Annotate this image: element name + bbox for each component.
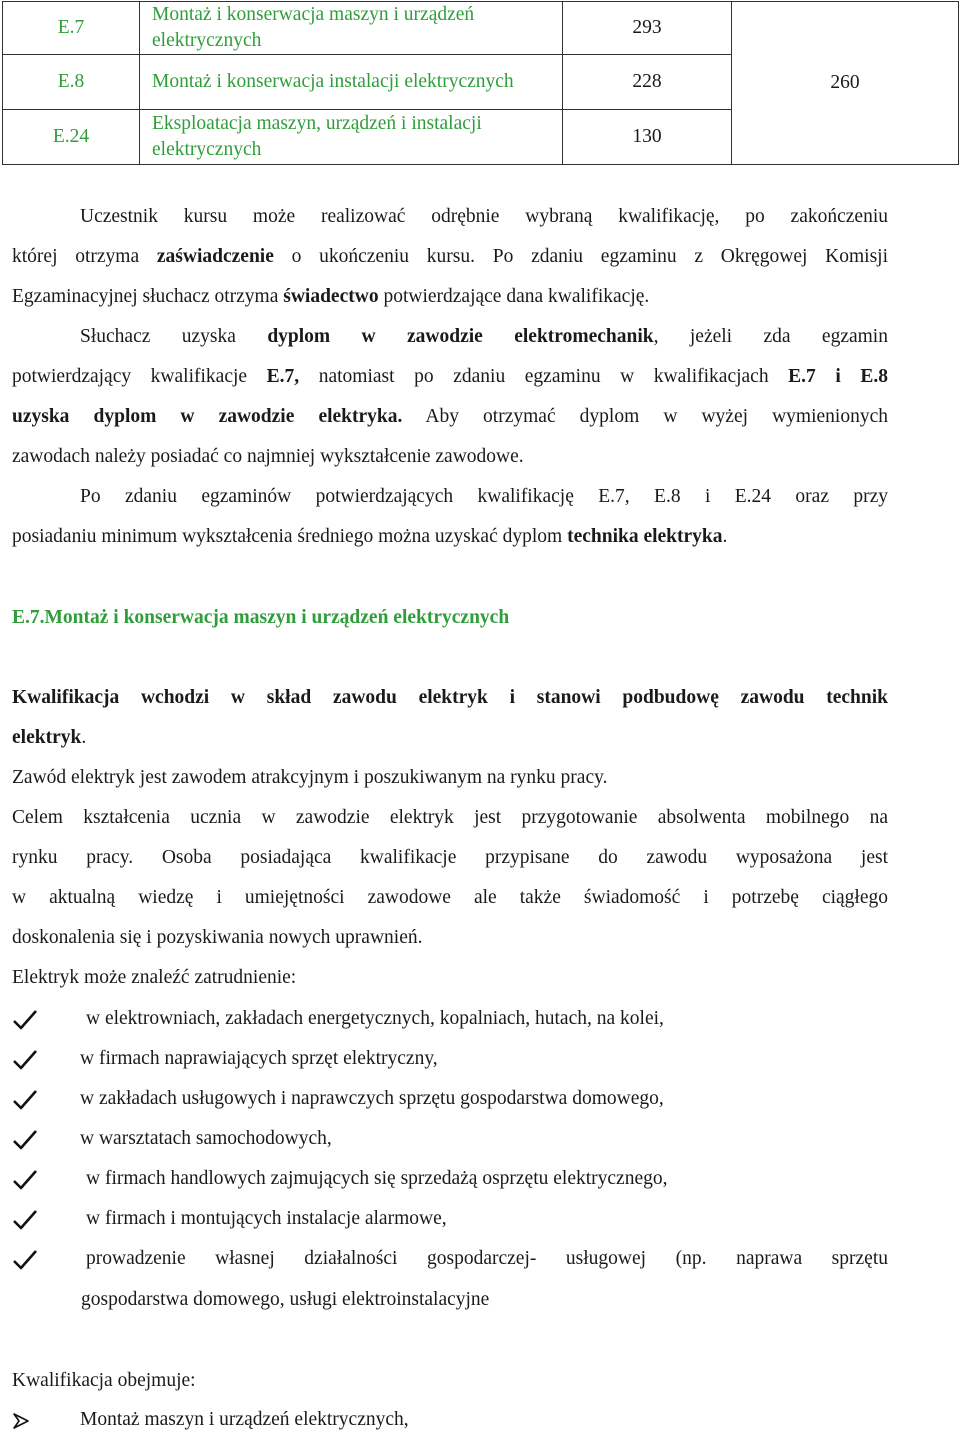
paragraph-line: doskonalenia się i pozyskiwania nowych uprawnień.	[12, 927, 423, 948]
list-item-text: prowadzenie własnej działalności gospodarczej- usługowej (np. naprawa sprzętu	[86, 1248, 888, 1269]
checkmark-icon	[12, 1168, 38, 1192]
text-span: której otrzyma	[12, 246, 157, 267]
qualification-hours: 130	[563, 110, 732, 165]
paragraph-line: Celem kształcenia ucznia w zawodzie elektryk jest przygotowanie absolwenta mobilnego na	[12, 807, 888, 828]
paragraph-line: Po zdaniu egzaminów potwierdzających kwalifikację E.7, E.8 i E.24 oraz przy	[80, 486, 888, 507]
paragraph-line	[12, 286, 888, 308]
paragraph-line: zawodach należy posiadać co najmniej wykształcenie zawodowe.	[12, 446, 524, 467]
total-hours: 260	[732, 2, 959, 165]
text-span: potwierdzające dana kwalifikację.	[378, 286, 650, 307]
paragraph-line: w aktualną wiedzę i umiejętności zawodowe ale także świadomość i potrzebę ciągłego	[12, 887, 888, 908]
list-item-text: w warsztatach samochodowych,	[80, 1128, 332, 1149]
paragraph-line	[12, 366, 888, 388]
arrowhead-icon	[12, 1412, 38, 1430]
list-item-text: w elektrowniach, zakładach energetycznych, kopalniach, hutach, na kolei,	[86, 1008, 664, 1029]
paragraph-line: Zawód elektryk jest zawodem atrakcyjnym i poszukiwanym na rynku pracy.	[12, 767, 608, 788]
list-item-text: w zakładach usługowych i naprawczych sprzętu gospodarstwa domowego,	[80, 1088, 664, 1109]
text-span: Egzaminacyjnej słuchacz otrzyma	[12, 286, 284, 307]
text-span: posiadaniu minimum wykształcenia średniego można uzyskać dyplom	[12, 526, 568, 547]
bold-term: elektryk	[12, 727, 82, 748]
paragraph-line	[12, 727, 888, 749]
bold-term: zaświadczenie	[156, 246, 274, 267]
text-span: Słuchacz uzyska	[80, 326, 268, 347]
paragraph-line: rynku pracy. Osoba posiadająca kwalifikacje przypisane do zawodu wyposażona jest	[12, 847, 888, 868]
list-item-text: w firmach naprawiających sprzęt elektryczny,	[80, 1048, 438, 1069]
paragraph-line: Kwalifikacja wchodzi w skład zawodu elektryk i stanowi podbudowę zawodu technik	[12, 687, 888, 708]
paragraph-line	[12, 326, 888, 348]
list-item-text: w firmach handlowych zajmujących się sprzedażą osprzętu elektrycznego,	[86, 1168, 668, 1189]
text-span: , jeżeli zda egzamin	[653, 326, 888, 347]
qualification-name: Eksploatacja maszyn, urządzeń i instalacji elektrycznych	[140, 110, 563, 165]
bold-term: E.7 i E.8	[788, 366, 888, 387]
checkmark-icon	[12, 1008, 38, 1032]
qualification-code: E.8	[3, 55, 140, 110]
text-span: potwierdzający kwalifikacje	[12, 366, 267, 387]
section-heading: E.7.Montaż i konserwacja maszyn i urządzeń elektrycznych	[12, 607, 510, 628]
list-item-text: w firmach i montujących instalacje alarmowe,	[86, 1208, 447, 1229]
qualification-code: E.24	[3, 110, 140, 165]
bold-term: dyplom w zawodzie elektromechanik	[267, 326, 654, 347]
checkmark-icon	[12, 1048, 38, 1072]
text-span: Aby otrzymać dyplom w wyżej wymienionych	[402, 406, 888, 427]
paragraph-line: Uczestnik kursu może realizować odrębnie wybraną kwalifikację, po zakończeniu	[80, 206, 888, 227]
list-label: Elektryk może znaleźć zatrudnienie:	[12, 967, 297, 988]
text-span: .	[81, 727, 87, 748]
text-span: .	[722, 526, 728, 547]
list-item-continuation: gospodarstwa domowego, usługi elektroinstalacyjne	[81, 1289, 490, 1310]
qualification-table	[2, 1, 959, 165]
checkmark-icon	[12, 1208, 38, 1232]
paragraph-line	[12, 406, 888, 428]
bold-term: świadectwo	[283, 286, 379, 307]
bold-term: E.7,	[266, 366, 300, 387]
text-span: o ukończeniu kursu. Po zdaniu egzaminu z Okręgowej Komisji	[273, 246, 888, 267]
table-row	[3, 2, 959, 55]
qualification-hours: 228	[563, 55, 732, 110]
bold-term: uzyska dyplom w zawodzie elektryka.	[12, 406, 403, 427]
checkmark-icon	[12, 1128, 38, 1152]
list-label: Kwalifikacja obejmuje:	[12, 1370, 196, 1391]
qualification-name: Montaż i konserwacja instalacji elektrycznych	[140, 55, 563, 110]
checkmark-icon	[12, 1248, 38, 1272]
text-span: natomiast po zdaniu egzaminu w kwalifikacjach	[299, 366, 789, 387]
bold-term: technika elektryka	[567, 526, 723, 547]
list-item-text: Montaż maszyn i urządzeń elektrycznych,	[80, 1409, 409, 1430]
paragraph-line	[12, 246, 888, 268]
qualification-hours: 293	[563, 2, 732, 55]
qualification-code: E.7	[3, 2, 140, 55]
qualification-name: Montaż i konserwacja maszyn i urządzeń elektrycznych	[140, 2, 563, 55]
checkmark-icon	[12, 1088, 38, 1112]
paragraph-line	[12, 526, 888, 548]
